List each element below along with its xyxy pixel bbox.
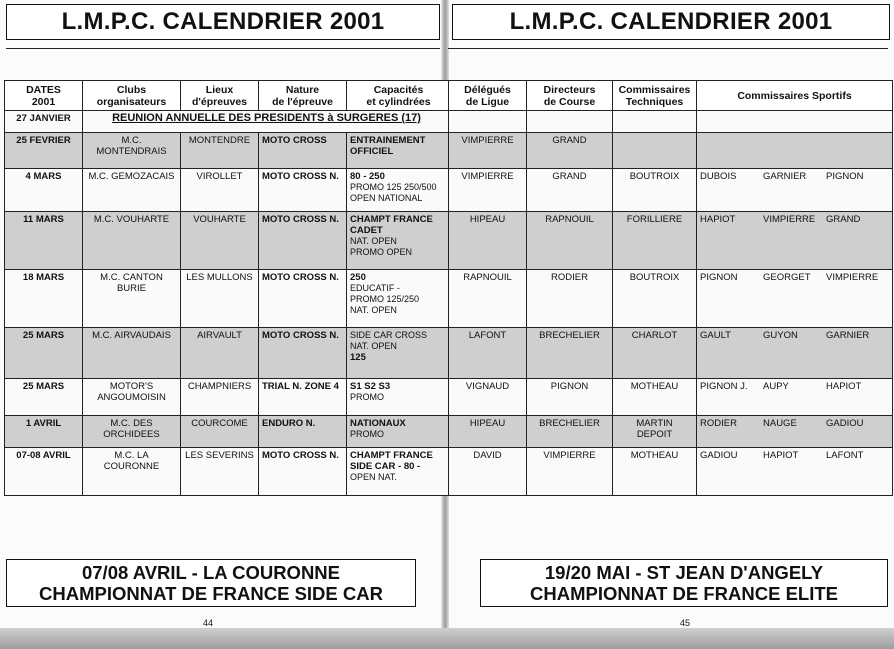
commissaires-sportifs	[697, 416, 893, 448]
right-officials-table	[448, 80, 893, 496]
commissaires-sportifs	[697, 448, 893, 496]
table-row	[5, 169, 451, 212]
directeur-course: VIMPIERRE	[527, 448, 613, 496]
sportifs-list	[700, 171, 889, 182]
commissaires-sportifs	[697, 270, 893, 328]
table-row	[449, 379, 893, 416]
capacite-details: EDUCATIF - PROMO 125/250 NAT. OPEN	[350, 283, 420, 315]
sportifs-list	[700, 418, 889, 429]
event-date: 25 MARS	[5, 379, 83, 416]
delegue-ligue: VIMPIERRE	[449, 169, 527, 212]
event-nature: MOTO CROSS N.	[259, 328, 347, 379]
left-header-row	[5, 81, 451, 111]
event-nature: MOTO CROSS N.	[259, 169, 347, 212]
capacite-primary: CHAMPT FRANCE SIDE CAR - 80 -	[350, 450, 433, 472]
event-lieu: VOUHARTE	[181, 212, 259, 270]
commissaires-sportifs	[697, 212, 893, 270]
delegue-ligue: HIPEAU	[449, 212, 527, 270]
capacite-primary: 80 - 250	[350, 171, 385, 182]
directeur-course: PIGNON	[527, 379, 613, 416]
commissaire-sportif: GADIOU	[700, 450, 738, 461]
commissaire-sportif: HAPIOT	[700, 214, 736, 225]
right-header-row	[449, 81, 893, 111]
event-lieu: VIROLLET	[181, 169, 259, 212]
event-club: M.C. GEMOZACAIS	[83, 169, 181, 212]
commissaire-technique: BOUTROIX	[613, 169, 697, 212]
commissaire-sportif: HAPIOT	[763, 450, 799, 461]
table-row	[5, 270, 451, 328]
event-lieu: AIRVAULT	[181, 328, 259, 379]
delegue-ligue: VIMPIERRE	[449, 133, 527, 169]
right-event-line1: 19/20 MAI - ST JEAN D'ANGELY	[544, 562, 824, 583]
left-page-number: 44	[203, 618, 214, 628]
event-club: M.C. VOUHARTE	[83, 212, 181, 270]
empty-cell	[697, 111, 893, 133]
header-directeurs: Directeurs de Course	[527, 81, 613, 111]
header-dates: DATES 2001	[5, 81, 83, 111]
event-nature: TRIAL N. ZONE 4	[259, 379, 347, 416]
capacite-primary: CHAMPT FRANCE CADET	[350, 214, 433, 236]
capacite-details: NAT. OPEN PROMO OPEN	[350, 236, 413, 257]
commissaire-sportif: GARNIER	[763, 171, 807, 182]
capacite-primary: S1 S2 S3	[350, 381, 391, 392]
table-row	[5, 212, 451, 270]
header-nature: Nature de l'épreuve	[259, 81, 347, 111]
left-event-banner	[6, 559, 416, 607]
directeur-course: RODIER	[527, 270, 613, 328]
commissaire-sportif: RODIER	[700, 418, 737, 429]
event-club: M.C. CANTON BURIE	[83, 270, 181, 328]
right-page-title: L.M.P.C. CALENDRIER 2001	[452, 4, 890, 40]
event-capacites	[347, 379, 451, 416]
commissaire-sportif: GARNIER	[826, 330, 870, 341]
right-event-line2: CHAMPIONNAT DE FRANCE ELITE	[530, 583, 838, 604]
capacite-primary: NATIONAUX	[350, 418, 406, 429]
commissaires-sportifs	[697, 379, 893, 416]
reunion-row-right	[449, 111, 893, 133]
event-nature: MOTO CROSS N.	[259, 270, 347, 328]
commissaire-sportif: NAUGE	[763, 418, 797, 429]
capacite-details: PROMO	[350, 392, 385, 402]
event-nature: MOTO CROSS N.	[259, 212, 347, 270]
event-date: 25 MARS	[5, 328, 83, 379]
capacite-details: OPEN NAT.	[350, 472, 397, 482]
capacite-primary: 250	[350, 272, 366, 283]
commissaire-sportif: VIMPIERRE	[826, 272, 879, 283]
commissaire-sportif: AUPY	[763, 381, 789, 392]
commissaire-sportif: GEORGET	[763, 272, 811, 283]
event-date: 4 MARS	[5, 169, 83, 212]
event-date: 18 MARS	[5, 270, 83, 328]
sportifs-list	[700, 214, 889, 225]
commissaire-sportif: GADIOU	[826, 418, 864, 429]
table-row	[5, 328, 451, 379]
commissaire-technique: CHARLOT	[613, 328, 697, 379]
event-capacites	[347, 270, 451, 328]
event-lieu: LES MULLONS	[181, 270, 259, 328]
left-divider	[6, 48, 440, 49]
event-club: M.C. AIRVAUDAIS	[83, 328, 181, 379]
reunion-row	[5, 111, 451, 133]
event-lieu: COURCOME	[181, 416, 259, 448]
commissaire-technique: BOUTROIX	[613, 270, 697, 328]
commissaire-sportif: PIGNON	[700, 272, 738, 283]
commissaire-technique: FORILLIERE	[613, 212, 697, 270]
table-row	[449, 270, 893, 328]
commissaire-technique	[613, 133, 697, 169]
event-date: 1 AVRIL	[5, 416, 83, 448]
left-calendar-table	[4, 80, 451, 496]
sportifs-list	[700, 272, 889, 283]
event-capacites	[347, 328, 451, 379]
directeur-course: GRAND	[527, 169, 613, 212]
commissaire-technique: MOTHEAU	[613, 379, 697, 416]
delegue-ligue: RAPNOUIL	[449, 270, 527, 328]
header-clubs: Clubs organisateurs	[83, 81, 181, 111]
reunion-date: 27 JANVIER	[5, 111, 83, 133]
event-capacites	[347, 448, 451, 496]
table-row	[449, 416, 893, 448]
header-techniques: Commissaires Techniques	[613, 81, 697, 111]
commissaire-sportif: HAPIOT	[826, 381, 862, 392]
table-row	[449, 169, 893, 212]
directeur-course: GRAND	[527, 133, 613, 169]
commissaire-sportif: PIGNON	[826, 171, 864, 182]
table-row	[449, 212, 893, 270]
capacite-primary: ENTRAINEMENT OFFICIEL	[350, 135, 426, 157]
commissaires-sportifs	[697, 328, 893, 379]
event-lieu: CHAMPNIERS	[181, 379, 259, 416]
event-lieu: LES SEVERINS	[181, 448, 259, 496]
capacite-details: PROMO 125 250/500 OPEN NATIONAL	[350, 182, 437, 203]
commissaires-sportifs	[697, 133, 893, 169]
event-capacites	[347, 212, 451, 270]
header-capacites: Capacités et cylindrées	[347, 81, 451, 111]
page-bottom-edge	[0, 628, 894, 649]
commissaire-technique: MOTHEAU	[613, 448, 697, 496]
right-page-number: 45	[680, 618, 691, 628]
left-event-line2: CHAMPIONNAT DE FRANCE SIDE CAR	[39, 583, 383, 604]
empty-cell	[449, 111, 527, 133]
capacite-extra: 125	[350, 352, 366, 363]
right-divider	[448, 48, 888, 49]
event-club: MOTOR'S ANGOUMOISIN	[83, 379, 181, 416]
sportifs-list	[700, 330, 889, 341]
header-sportifs: Commissaires Sportifs	[697, 81, 893, 111]
capacite-details: SIDE CAR CROSS NAT. OPEN	[350, 330, 428, 351]
event-club: M.C. DES ORCHIDEES	[83, 416, 181, 448]
reunion-text: REUNION ANNUELLE DES PRESIDENTS à SURGERES (17)	[83, 111, 451, 133]
commissaires-sportifs	[697, 169, 893, 212]
directeur-course: BRECHELIER	[527, 328, 613, 379]
delegue-ligue: HIPEAU	[449, 416, 527, 448]
event-capacites	[347, 133, 451, 169]
empty-cell	[527, 111, 613, 133]
commissaire-sportif: VIMPIERRE	[763, 214, 816, 225]
delegue-ligue: DAVID	[449, 448, 527, 496]
commissaire-sportif: LAFONT	[826, 450, 864, 461]
event-lieu: MONTENDRE	[181, 133, 259, 169]
left-event-line1: 07/08 AVRIL - LA COURONNE	[81, 562, 340, 583]
commissaire-sportif: GUYON	[763, 330, 798, 341]
event-club: M.C. LA COURONNE	[83, 448, 181, 496]
event-club: M.C. MONTENDRAIS	[83, 133, 181, 169]
event-nature: MOTO CROSS N.	[259, 448, 347, 496]
event-capacites	[347, 416, 451, 448]
event-date: 25 FEVRIER	[5, 133, 83, 169]
capacite-details: PROMO	[350, 429, 385, 439]
sportifs-list	[700, 381, 889, 392]
left-page-title: L.M.P.C. CALENDRIER 2001	[6, 4, 440, 40]
directeur-course: RAPNOUIL	[527, 212, 613, 270]
sportifs-list	[700, 450, 889, 461]
event-capacites	[347, 169, 451, 212]
table-row	[5, 133, 451, 169]
header-delegues: Délégués de Ligue	[449, 81, 527, 111]
delegue-ligue: LAFONT	[449, 328, 527, 379]
header-lieux: Lieux d'épreuves	[181, 81, 259, 111]
commissaire-sportif: PIGNON J.	[700, 381, 748, 392]
table-row	[5, 379, 451, 416]
table-row	[449, 328, 893, 379]
event-nature: MOTO CROSS	[259, 133, 347, 169]
directeur-course: BRECHELIER	[527, 416, 613, 448]
commissaire-sportif: GRAND	[826, 214, 861, 225]
event-date: 07-08 AVRIL	[5, 448, 83, 496]
event-date: 11 MARS	[5, 212, 83, 270]
table-row	[5, 448, 451, 496]
commissaire-sportif: DUBOIS	[700, 171, 737, 182]
right-event-banner	[480, 559, 888, 607]
commissaire-technique: MARTIN DEPOIT	[613, 416, 697, 448]
commissaire-sportif: GAULT	[700, 330, 731, 341]
table-row	[5, 416, 451, 448]
delegue-ligue: VIGNAUD	[449, 379, 527, 416]
table-row	[449, 448, 893, 496]
empty-cell	[613, 111, 697, 133]
table-row	[449, 133, 893, 169]
event-nature: ENDURO N.	[259, 416, 347, 448]
